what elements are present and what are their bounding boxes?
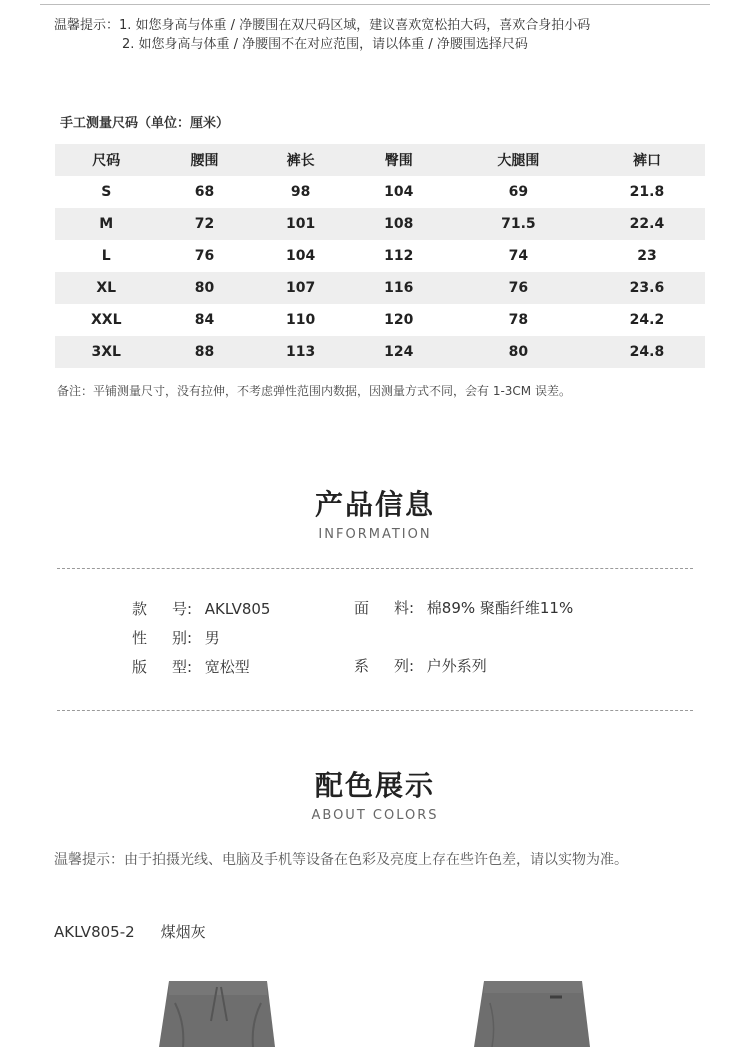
waistband-back <box>484 981 582 993</box>
product-info-title: 产品信息 <box>314 488 435 521</box>
pants-back-image <box>470 981 595 1047</box>
table-cell: 120 <box>384 312 414 328</box>
table-cell: 80 <box>508 344 529 360</box>
fit-row <box>132 656 250 677</box>
table-cell: 3XL <box>91 344 121 360</box>
info-divider-bottom <box>57 710 693 711</box>
measurement-note: 备注：平铺测量尺寸，没有拉伸，不考虑弹性范围内数据，因测量方式不同，会有 1-3CM 误差。 <box>57 384 571 398</box>
table-cell: 24.2 <box>629 312 665 328</box>
tips-line-2: 2. 如您身高与体重 / 净腰围不在对应范围，请以体重 / 净腰围选择尺码 <box>122 37 528 52</box>
table-cell: 107 <box>285 280 316 296</box>
table-cell: 74 <box>508 248 529 264</box>
fit-value: 宽松型 <box>204 658 250 676</box>
tips-line-1 <box>54 16 590 35</box>
table-cell: 116 <box>384 280 414 296</box>
fit-label-a: 版 <box>132 658 148 676</box>
table-row <box>55 272 705 304</box>
table-cell: 21.8 <box>629 184 665 200</box>
table-cell: 110 <box>285 312 316 328</box>
table-row <box>55 240 705 272</box>
table-cell: M <box>99 216 114 232</box>
table-cell: XL <box>96 280 117 296</box>
series-row <box>354 655 487 676</box>
table-cell: 88 <box>194 344 215 360</box>
table-cell: 101 <box>285 216 316 232</box>
colors-title: 配色展示 <box>314 769 435 802</box>
table-cell: 104 <box>285 248 316 264</box>
color-tip: 温馨提示：由于拍摄光线、电脑及手机等设备在色彩及亮度上存在些许色差，请以实物为准。 <box>54 852 628 868</box>
fabric-row <box>354 597 573 618</box>
table-cell: 23.6 <box>629 280 665 296</box>
color-name: 煤烟灰 <box>160 923 206 941</box>
table-row <box>55 304 705 336</box>
table-cell: 84 <box>194 312 215 328</box>
header-cell: 裤长 <box>286 153 315 169</box>
gender-label-b: 别: <box>172 629 193 647</box>
gender-row <box>132 627 220 648</box>
tips-text-1: 1. 如您身高与体重 / 净腰围在双尺码区域，建议喜欢宽松拍大码，喜欢合身拍小码 <box>119 18 591 33</box>
colors-subtitle: ABOUT COLORS <box>311 808 439 823</box>
fabric-label-a: 面 <box>354 599 370 617</box>
waistband <box>169 981 267 995</box>
table-cell: 80 <box>194 280 215 296</box>
table-cell: L <box>101 248 111 264</box>
series-value: 户外系列 <box>426 657 487 675</box>
header-cell: 尺码 <box>92 153 121 169</box>
style-value: AKLV805 <box>204 600 271 618</box>
color-code: AKLV805-2 <box>54 923 135 941</box>
size-table-title: 手工测量尺码（单位：厘米） <box>60 116 230 131</box>
gender-value: 男 <box>204 629 220 647</box>
size-table-header <box>55 144 705 176</box>
table-cell: 98 <box>290 184 311 200</box>
style-label-a: 款 <box>132 600 148 618</box>
size-tips <box>54 16 590 54</box>
table-cell: 71.5 <box>501 216 536 232</box>
table-cell: 24.8 <box>629 344 665 360</box>
header-cell: 大腿围 <box>497 153 540 169</box>
table-cell: 23 <box>637 248 657 264</box>
top-divider <box>40 4 710 5</box>
table-cell: XXL <box>90 312 122 328</box>
table-cell: 78 <box>508 312 529 328</box>
table-cell: 76 <box>508 280 529 296</box>
table-row <box>55 336 705 368</box>
series-label-a: 系 <box>354 657 370 675</box>
info-divider-top <box>57 568 693 569</box>
table-cell: 112 <box>384 248 414 264</box>
fabric-label-b: 料: <box>394 599 415 617</box>
size-table <box>55 144 705 368</box>
table-row <box>55 176 705 208</box>
table-cell: 108 <box>384 216 414 232</box>
color-variant-label <box>54 921 206 942</box>
table-cell: 104 <box>384 184 414 200</box>
table-cell: 124 <box>384 344 414 360</box>
table-cell: 72 <box>194 216 215 232</box>
table-cell: S <box>101 184 112 200</box>
pants-front-image <box>155 981 280 1047</box>
table-cell: 113 <box>285 344 316 360</box>
style-number-row <box>132 598 270 619</box>
table-cell: 68 <box>194 184 215 200</box>
table-cell: 22.4 <box>629 216 665 232</box>
table-cell: 76 <box>194 248 215 264</box>
table-cell: 69 <box>508 184 529 200</box>
style-label-b: 号: <box>172 600 193 618</box>
header-cell: 裤口 <box>632 153 661 169</box>
fit-label-b: 型: <box>172 658 193 676</box>
product-info-subtitle: INFORMATION <box>318 527 432 542</box>
fabric-value: 棉89% 聚酯纤维11% <box>426 599 574 617</box>
header-cell: 臀围 <box>384 153 413 169</box>
header-cell: 腰围 <box>190 153 219 169</box>
tips-prefix: 温馨提示： <box>54 18 120 33</box>
table-row <box>55 208 705 240</box>
gender-label-a: 性 <box>132 629 148 647</box>
series-label-b: 列: <box>394 657 415 675</box>
